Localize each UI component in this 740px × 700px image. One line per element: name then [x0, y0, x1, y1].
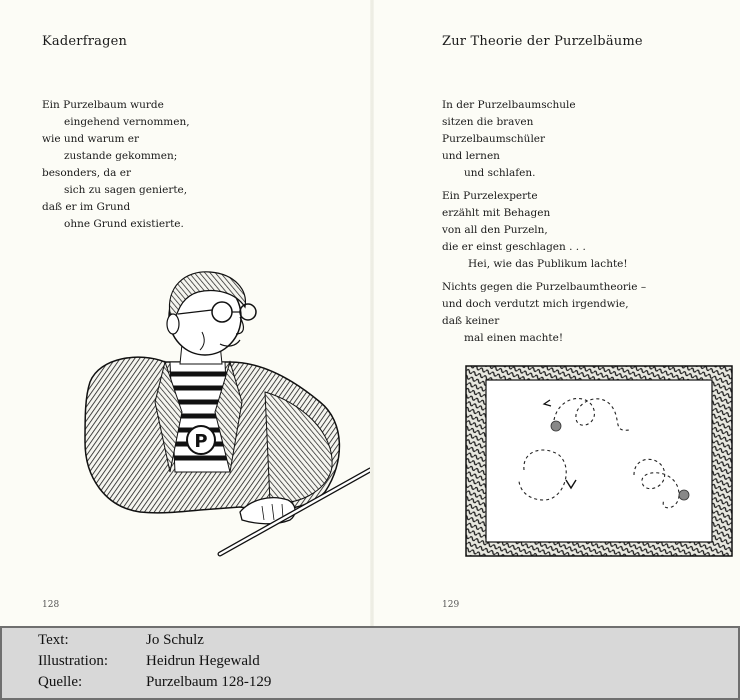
- poem-line: Nichts gegen die Purzelbaumtheorie –: [442, 281, 647, 293]
- poem-line: von all den Purzeln,: [442, 224, 548, 236]
- ball-icon: [679, 490, 689, 500]
- poem-line: Purzelbaumschüler: [442, 133, 546, 145]
- credit-label: Text:: [38, 632, 69, 648]
- poem-line: daß keiner: [442, 315, 500, 327]
- poem-line: In der Purzelbaumschule: [442, 99, 576, 111]
- credit-value: Purzelbaum 128-129: [146, 674, 272, 690]
- poem-line: und doch verdutzt mich irgendwie,: [442, 298, 629, 310]
- poem-line: erzählt mit Behagen: [442, 207, 551, 219]
- poem-line: daß er im Grund: [42, 201, 131, 213]
- left-page-number: 128: [42, 600, 60, 610]
- credits-panel: [0, 626, 740, 700]
- stanza: [442, 279, 646, 347]
- credit-row-source: [38, 674, 271, 691]
- credit-label: Illustration:: [38, 653, 108, 669]
- left-page: [0, 0, 372, 626]
- stanza: [442, 97, 646, 182]
- poem-line: mal einen machte!: [464, 332, 564, 344]
- poem-line: Ein Purzelbaum wurde: [42, 99, 164, 111]
- right-page-title: Zur Theorie der Purzelbäume: [442, 34, 643, 49]
- poem-line: wie und warum er: [42, 133, 140, 145]
- poem-line: zustande gekommen;: [64, 150, 178, 162]
- right-poem: [442, 97, 646, 353]
- stanza: [442, 188, 646, 273]
- credit-value: Heidrun Hegewald: [146, 653, 260, 669]
- badge-letter: P: [194, 431, 208, 452]
- poem-line: sich zu sagen genierte,: [64, 184, 188, 196]
- poem-line: besonders, da er: [42, 167, 131, 179]
- credit-label: Quelle:: [38, 674, 83, 690]
- poem-line: die er einst geschlagen . . .: [442, 241, 586, 253]
- poem-line: Ein Purzelexperte: [442, 190, 538, 202]
- left-poem: [42, 97, 190, 233]
- credit-row-text: [38, 632, 204, 649]
- poem-line: Hei, wie das Publikum lachte!: [468, 258, 628, 270]
- poem-line: sitzen die braven: [442, 116, 534, 128]
- left-page-title: Kaderfragen: [42, 34, 128, 49]
- credit-row-illustration: [38, 653, 260, 670]
- lecturer-illustration: [70, 262, 370, 562]
- poem-line: ohne Grund existierte.: [64, 218, 184, 230]
- ball-icon: [551, 421, 561, 431]
- credit-value: Jo Schulz: [146, 632, 204, 648]
- right-page-number: 129: [442, 600, 460, 610]
- poem-line: und schlafen.: [464, 167, 536, 179]
- framed-diagram-illustration: [464, 360, 734, 560]
- right-page: [372, 0, 740, 626]
- poem-line: eingehend vernommen,: [64, 116, 190, 128]
- poem-line: und lernen: [442, 150, 500, 162]
